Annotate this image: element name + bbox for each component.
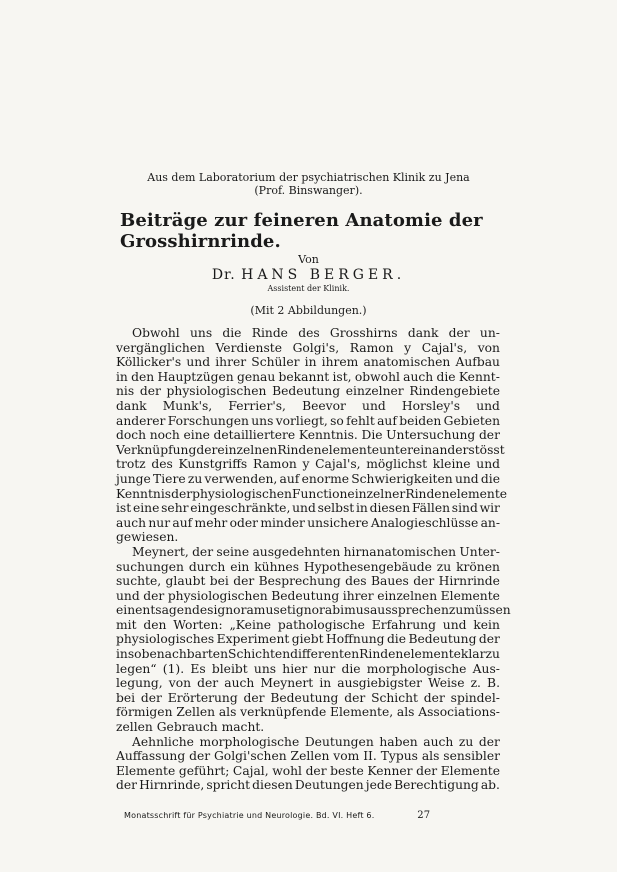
body-line: mit den Worten: „Keine pathologische Erfahrung und kein <box>116 617 500 632</box>
body-line: junge Tiere zu verwenden, auf enorme Schwierigkeiten und die <box>116 471 500 486</box>
body-line: physiologisches Experiment giebt Hoffnung die Bedeutung der <box>116 632 500 647</box>
body-line: dank Munk's, Ferrier's, Beevor und Horsley's und <box>116 398 500 413</box>
body-line: legen“ (1). Es bleibt uns hier nur die morphologische Aus- <box>116 661 500 676</box>
body-line: und der physiologischen Bedeutung ihrer einzelnen Elemente <box>116 588 500 603</box>
body-line: suchungen durch ein kühnes Hypothesengebäude zu krönen <box>116 559 500 574</box>
footer <box>124 810 430 821</box>
author <box>0 267 617 283</box>
body-line: Köllicker's und ihrer Schüler in ihrem anatomischen Aufbau <box>116 355 500 370</box>
body-line: trotz des Kunstgriffs Ramon y Cajal's, möglichst kleine und <box>116 457 500 472</box>
body-line: in so benachbarten Schichten differenten Rindenelemente klar zu <box>116 647 500 662</box>
institute-line-1: Aus dem Laboratorium der psychiatrischen Klinik zu Jena <box>147 171 470 184</box>
body-line: Meynert, der seine ausgedehnten hirnanatomischen Unter- <box>132 544 500 559</box>
body-line: in den Hauptzügen genau bekannt ist, obwohl auch die Kennt- <box>116 369 500 384</box>
body-text <box>116 326 511 793</box>
body-line: auch nur auf mehr oder minder unsichere Analogieschlüsse an- <box>116 515 500 530</box>
body-line: vergänglichen Verdienste Golgi's, Ramon y Cajal's, von <box>116 340 500 355</box>
body-line: anderer Forschungen uns vorliegt, so fehlt auf beiden Gebieten <box>116 413 500 428</box>
body-line: Verknüpfung der einzelnen Rindenelemente untereinander stösst <box>116 442 505 457</box>
byline-von: Von <box>298 253 319 266</box>
body-line: bei der Erörterung der Bedeutung der Schicht der spindel- <box>116 690 500 705</box>
author-prefix: Dr. <box>211 267 236 283</box>
author-name: HANS BERGER. <box>241 267 406 283</box>
body-line: gewiesen. <box>116 530 179 545</box>
body-line: Elemente geführt; Cajal, wohl der beste Kenner der Elemente <box>116 763 500 778</box>
body-line: legung, von der auch Meynert in ausgiebigster Weise z. B. <box>116 676 500 691</box>
body-line: Auffassung der Golgi'schen Zellen vom II. Typus als sensibler <box>116 749 500 764</box>
article-title: Beiträge zur feineren Anatomie der Grosshirnrinde. <box>120 210 483 252</box>
body-line: förmigen Zellen als verknüpfende Elemente, als Associations- <box>116 705 500 720</box>
institute-line-2: (Prof. Binswanger). <box>254 184 363 197</box>
author-affiliation: Assistent der Klinik. <box>267 284 350 293</box>
body-line: ein entsagendes ignoramus et ignorabimus aussprechen zu müssen <box>116 603 511 618</box>
body-line: zellen Gebrauch macht. <box>116 720 265 735</box>
body-line: ist eine sehr eingeschränkte, und selbst in diesen Fällen sind wir <box>116 501 500 516</box>
body-line: suchte, glaubt bei der Besprechung des Baues der Hirnrinde <box>116 574 500 589</box>
body-line: doch noch eine detailliertere Kenntnis. Die Untersuchung der <box>116 428 500 443</box>
journal-citation: Monatsschrift für Psychiatrie und Neurologie. Bd. VI. Heft 6. <box>124 811 375 820</box>
body-line: der Hirnrinde, spricht diesen Deutungen jede Berechtigung ab. <box>116 778 500 793</box>
body-line: nis der physiologischen Bedeutung einzelner Rindengebiete <box>116 384 500 399</box>
page-number: 27 <box>417 810 431 821</box>
body-line: Aehnliche morphologische Deutungen haben auch zu der <box>132 734 500 749</box>
body-line: Kenntnis der physiologischen Function einzelner Rindenelemente <box>116 486 508 501</box>
figures-note: (Mit 2 Abbildungen.) <box>250 304 367 317</box>
body-line: Obwohl uns die Rinde des Grosshirns dank der un- <box>132 326 500 340</box>
